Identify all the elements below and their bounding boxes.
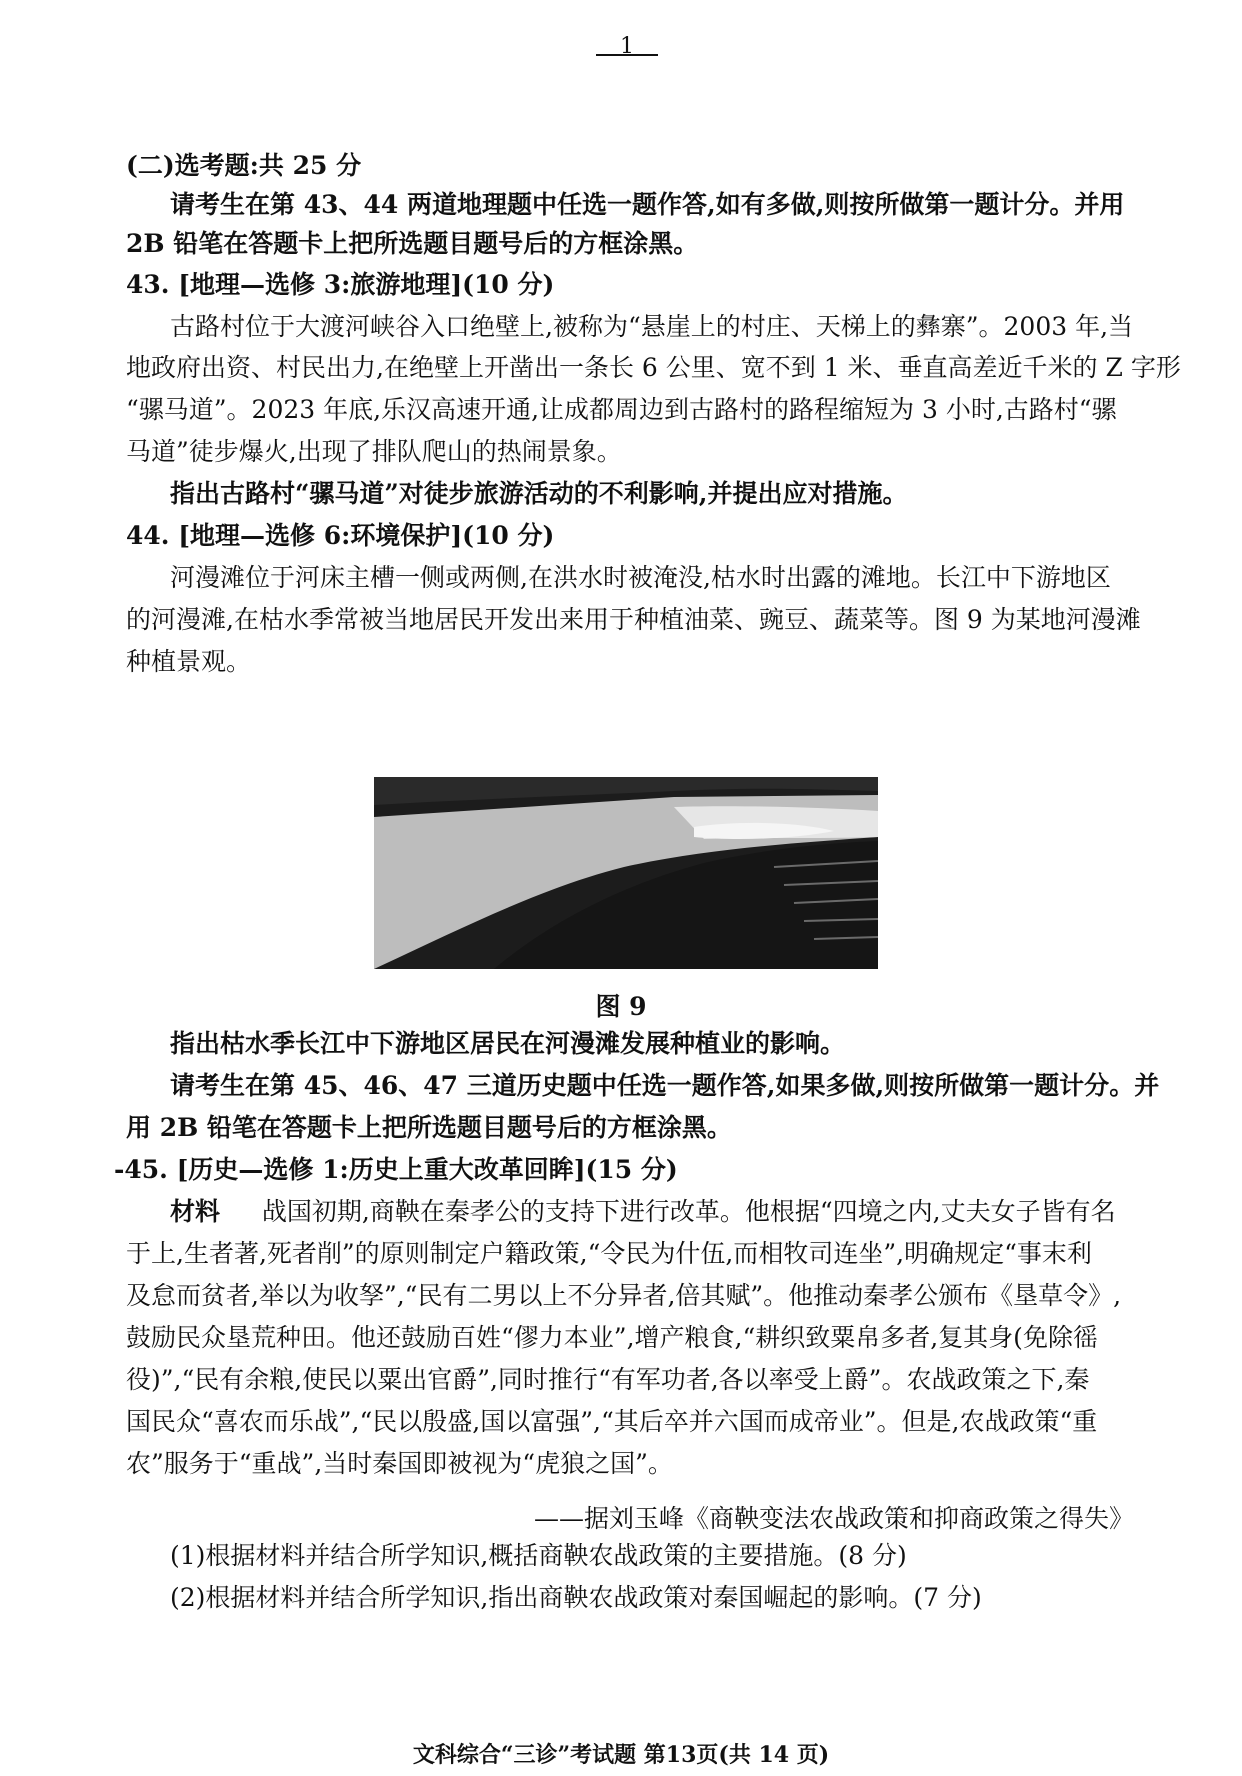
q45-material-line-6: 国民众“喜农而乐战”,“民以殷盛,国以富强”,“其后卒并六国而成帝业”。但是,农战政策“重 [126, 1407, 1098, 1436]
q44-question: 指出枯水季长江中下游地区居民在河漫滩发展种植业的影响。 [170, 1029, 846, 1058]
floodplain-photo-graphic [374, 777, 878, 969]
q44-paragraph-line-1: 河漫滩位于河床主槽一侧或两侧,在洪水时被淹没,枯水时出露的滩地。长江中下游地区 [170, 563, 1111, 592]
q43-paragraph-line-2: 地政府出资、村民出力,在绝壁上开凿出一条长 6 公里、宽不到 1 米、垂直高差近千米的 Z 字形 [126, 353, 1181, 382]
hist-instruction-line-1: 请考生在第 45、46、47 三道历史题中任选一题作答,如果多做,则按所做第一题计分。并 [170, 1071, 1160, 1100]
q45-material-line-1 [170, 1197, 1116, 1227]
q44-paragraph-line-3: 种植景观。 [126, 647, 252, 676]
q43-paragraph-line-3: “骡马道”。2023 年底,乐汉高速开通,让成都周边到古路村的路程缩短为 3 小时,古路村“骡 [126, 395, 1117, 424]
q43-paragraph-line-4: 马道”徒步爆火,出现了排队爬山的热闹景象。 [126, 437, 622, 466]
figure-9-caption: 图 9 [595, 992, 647, 1021]
q45-material-line-5: 役)”,“民有余粮,使民以粟出官爵”,同时推行“有军功者,各以率受上爵”。农战政策之下,秦 [126, 1365, 1090, 1394]
page-footer: 文科综合“三诊”考试题 第13页(共 14 页) [412, 1742, 830, 1768]
q43-title: 43. [地理—选修 3:旅游地理](10 分) [126, 270, 555, 299]
q45-material-line-3: 及怠而贫者,举以为收孥”,“民有二男以上不分异者,倍其赋”。他推动秦孝公颁布《垦草令》, [126, 1281, 1122, 1310]
q43-paragraph-line-1: 古路村位于大渡河峡谷入口绝壁上,被称为“悬崖上的村庄、天梯上的彝寨”。2003 年,当 [170, 312, 1134, 341]
q45-material-line-4: 鼓励民众垦荒种田。他还鼓励百姓“僇力本业”,增产粮食,“耕织致粟帛多者,复其身(免除徭 [126, 1323, 1098, 1352]
floodplain-photo [374, 777, 878, 969]
q43-question: 指出古路村“骡马道”对徒步旅游活动的不利影响,并提出应对措施。 [170, 479, 908, 508]
page-top-mark-text: 1 [620, 34, 634, 59]
q45-material-line-2: 于上,生者著,死者削”的原则制定户籍政策,“令民为什伍,而相牧司连坐”,明确规定“事末利 [126, 1239, 1092, 1268]
q45-material-label: 材料 [170, 1197, 221, 1226]
q45-subquestion-2: (2)根据材料并结合所学知识,指出商鞅农战政策对秦国崛起的影响。(7 分) [170, 1583, 982, 1612]
q45-source-citation: ——据刘玉峰《商鞅变法农战政策和抑商政策之得失》 [533, 1504, 1134, 1533]
hist-instruction-line-2: 用 2B 铅笔在答题卡上把所选题目题号后的方框涂黑。 [126, 1113, 732, 1142]
q45-material-text-1: 战国初期,商鞅在秦孝公的支持下进行改革。他根据“四境之内,丈夫女子皆有名 [261, 1197, 1116, 1226]
geo-instruction-line-1: 请考生在第 43、44 两道地理题中任选一题作答,如有多做,则按所做第一题计分。并用 [170, 190, 1125, 219]
q45-subquestion-1: (1)根据材料并结合所学知识,概括商鞅农战政策的主要措施。(8 分) [170, 1541, 907, 1570]
q45-title: -45. [历史—选修 1:历史上重大改革回眸](15 分) [114, 1155, 678, 1184]
section-heading: (二)选考题:共 25 分 [126, 151, 362, 180]
q44-paragraph-line-2: 的河漫滩,在枯水季常被当地居民开发出来用于种植油菜、豌豆、蔬菜等。图 9 为某地河漫滩 [126, 605, 1141, 634]
q45-material-line-7: 农”服务于“重战”,当时秦国即被视为“虎狼之国”。 [126, 1449, 673, 1478]
page-top-mark [596, 36, 658, 58]
geo-instruction-line-2: 2B 铅笔在答题卡上把所选题目题号后的方框涂黑。 [126, 229, 699, 258]
q44-title: 44. [地理—选修 6:环境保护](10 分) [126, 521, 555, 550]
page-top-rule [596, 54, 658, 56]
